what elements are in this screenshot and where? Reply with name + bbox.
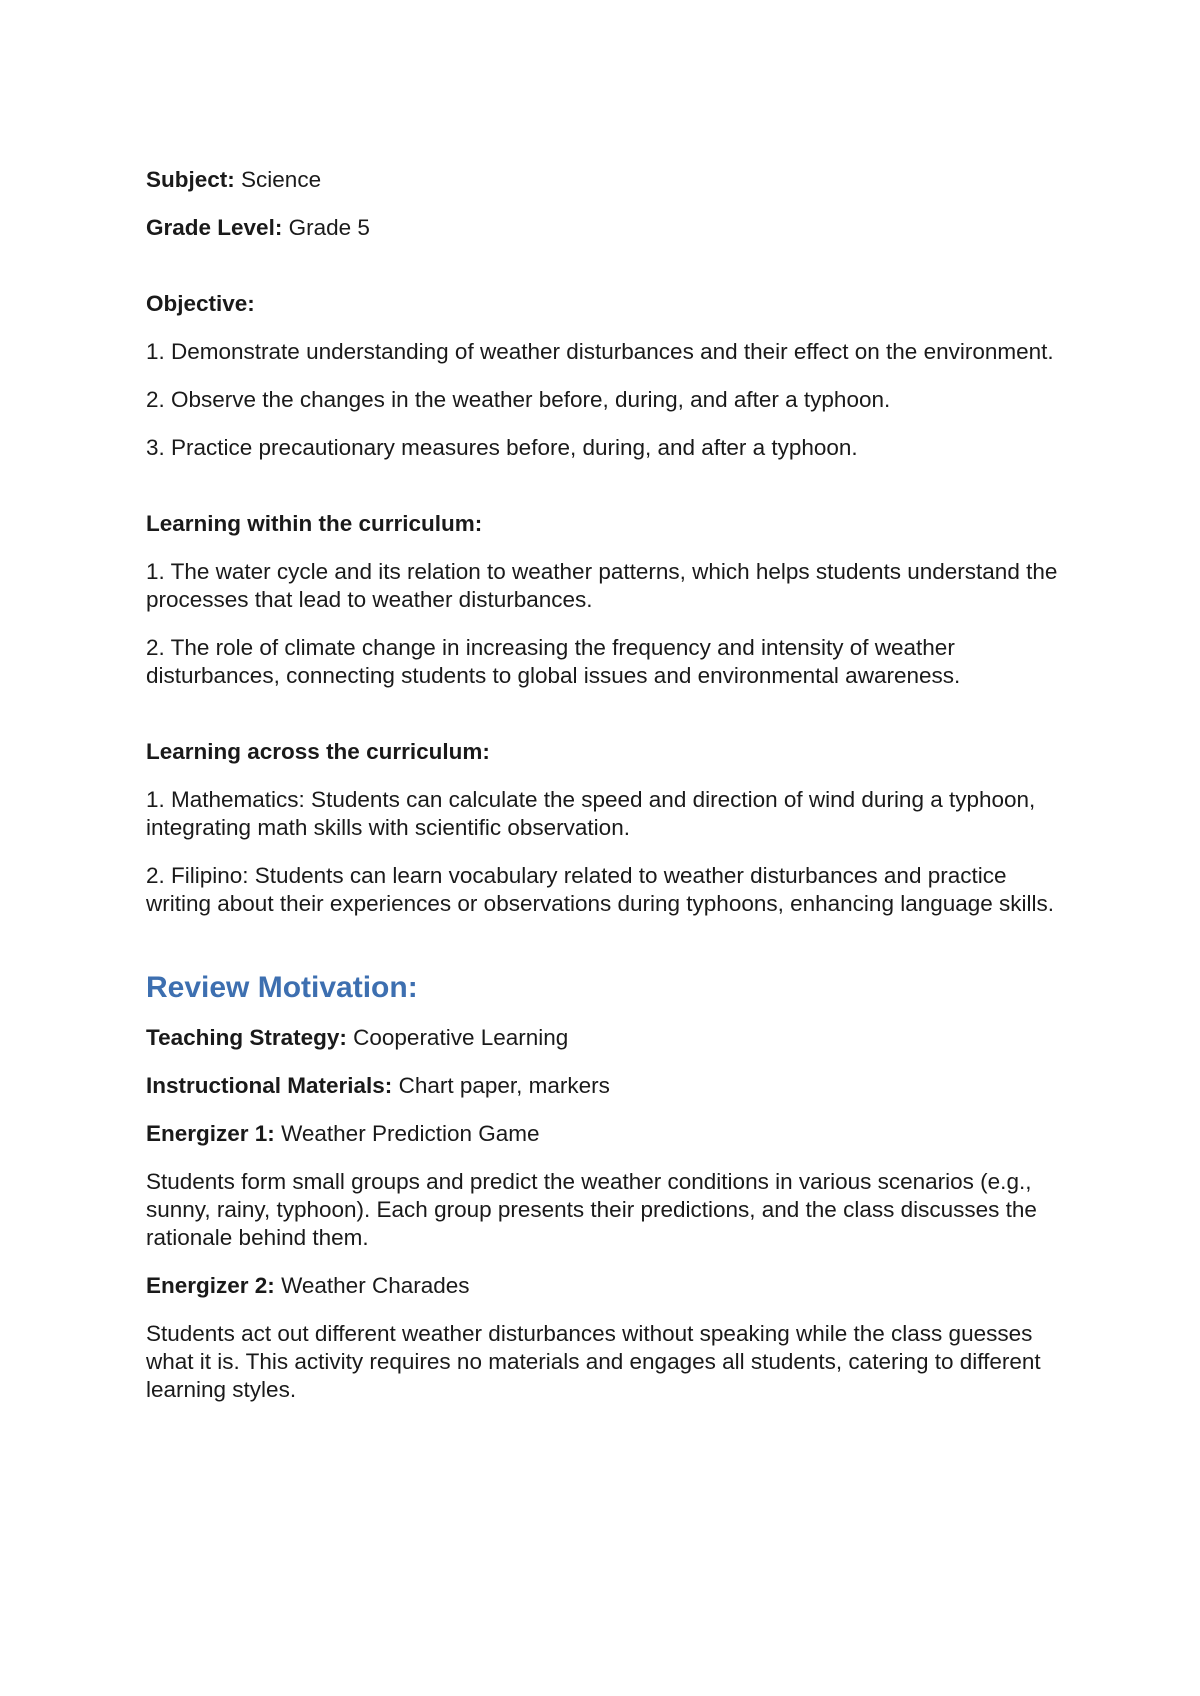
energizer-1-label: Energizer 1:	[146, 1121, 275, 1146]
teaching-strategy-line	[146, 1024, 1066, 1052]
energizer-2-description: Students act out different weather disturbances without speaking while the class guesses what it is. This activity requires no materials and engages all students, catering to different learning styles.	[146, 1321, 1041, 1402]
within-curriculum-heading: Learning within the curriculum:	[146, 511, 483, 536]
grade-level-value: Grade 5	[288, 215, 370, 240]
grade-level-label: Grade Level:	[146, 215, 283, 240]
review-motivation-heading: Review Motivation:	[146, 971, 418, 1004]
energizer-1-line	[146, 1120, 1066, 1148]
instructional-materials-line	[146, 1072, 1066, 1100]
within-curriculum-item-1: 1. The water cycle and its relation to weather patterns, which helps students understand the processes that lead to weather disturbances.	[146, 559, 1058, 612]
subject-value: Science	[241, 167, 322, 192]
objective-item-2: 2. Observe the changes in the weather before, during, and after a typhoon.	[146, 387, 891, 412]
document-page	[146, 166, 1066, 1424]
energizer-2-label: Energizer 2:	[146, 1273, 275, 1298]
energizer-2-line	[146, 1272, 1066, 1300]
across-curriculum-item-1: 1. Mathematics: Students can calculate the speed and direction of wind during a typhoon, integrating math skills with scientific observation.	[146, 787, 1036, 840]
instructional-materials-label: Instructional Materials:	[146, 1073, 393, 1098]
energizer-2-value: Weather Charades	[281, 1273, 470, 1298]
objective-heading: Objective:	[146, 291, 255, 316]
subject-label: Subject:	[146, 167, 235, 192]
grade-level-line	[146, 214, 1066, 242]
objective-item-1: 1. Demonstrate understanding of weather disturbances and their effect on the environment.	[146, 339, 1054, 364]
instructional-materials-value: Chart paper, markers	[398, 1073, 610, 1098]
subject-line	[146, 166, 1066, 194]
teaching-strategy-label: Teaching Strategy:	[146, 1025, 347, 1050]
across-curriculum-heading: Learning across the curriculum:	[146, 739, 490, 764]
energizer-1-value: Weather Prediction Game	[281, 1121, 540, 1146]
within-curriculum-item-2: 2. The role of climate change in increasing the frequency and intensity of weather disturbances, connecting students to global issues and environmental awareness.	[146, 635, 961, 688]
across-curriculum-item-2: 2. Filipino: Students can learn vocabulary related to weather disturbances and practice writing about their experiences or observations during typhoons, enhancing language skills.	[146, 863, 1055, 916]
energizer-1-description: Students form small groups and predict the weather conditions in various scenarios (e.g., sunny, rainy, typhoon). Each group presents their predictions, and the class discusses the rationale behind them.	[146, 1169, 1037, 1250]
teaching-strategy-value: Cooperative Learning	[353, 1025, 569, 1050]
objective-item-3: 3. Practice precautionary measures before, during, and after a typhoon.	[146, 435, 858, 460]
